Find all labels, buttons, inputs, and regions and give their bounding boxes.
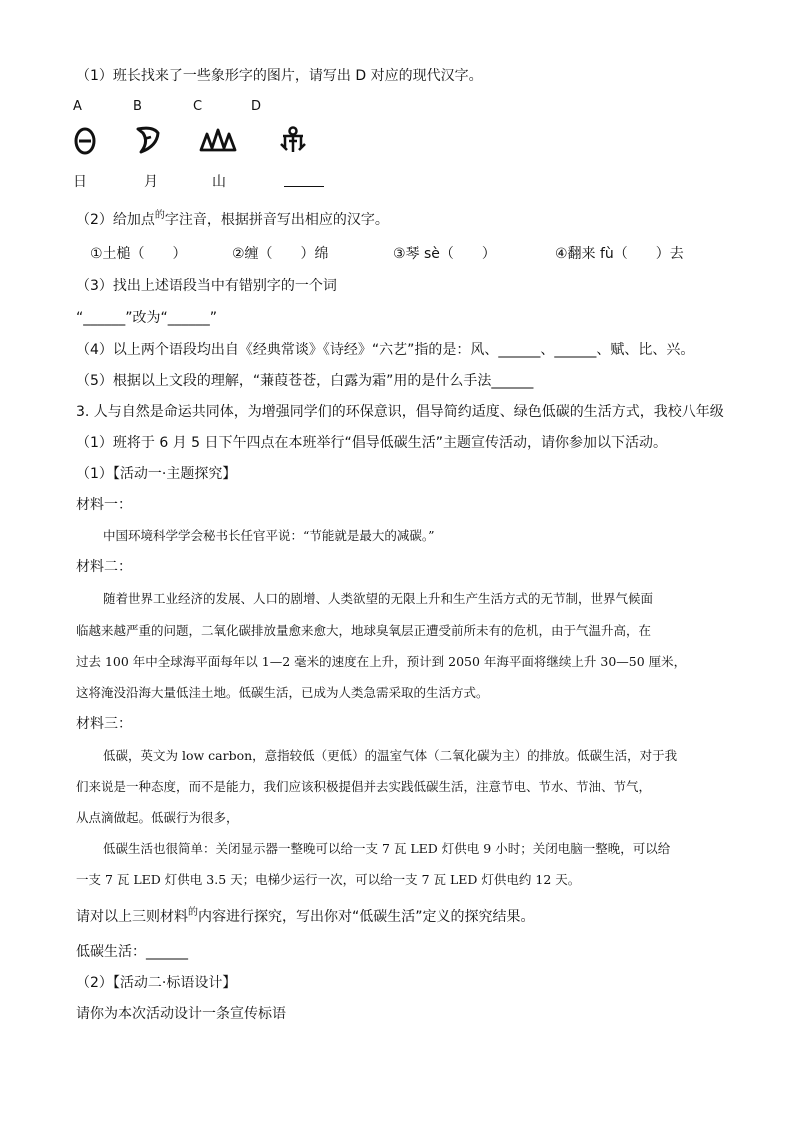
material1-title: 材料一： xyxy=(76,497,132,513)
activity2-heading: （2）【活动二·标语设计】 xyxy=(76,975,237,991)
mountain-pictograph-icon xyxy=(198,124,238,156)
option-letter-d: D xyxy=(251,99,262,114)
answer-blank-d[interactable] xyxy=(284,186,324,187)
q2-item-1: ①土槌（ ） xyxy=(90,246,187,262)
material2-line: 临越来越严重的问题，二氧化碳排放量愈来愈大，地球臭氧层正遭受前所未有的危机，由于气温升高，在 xyxy=(76,623,652,638)
option-letter-c: C xyxy=(193,99,203,114)
section3-q1: （1）班将于 6 月 5 日下午四点在本班举行“倡导低碳生活”主题宣传活动，请你参加以下活动。 xyxy=(76,435,668,451)
unknown-pictograph-icon xyxy=(277,124,309,156)
activity1-heading: （1）【活动一·主题探究】 xyxy=(76,466,237,482)
material2-title: 材料二： xyxy=(76,559,132,575)
q3-answer: “______”改为“______” xyxy=(76,310,218,326)
dotted-char: 的 xyxy=(154,210,165,221)
material3-line: 们来说是一种态度，而不是能力，我们应该积极提倡并去实践低碳生活，注意节电、节水、节油、节气， xyxy=(76,779,652,794)
sun-pictograph-icon xyxy=(72,124,98,156)
section3-title: 3. 人与自然是命运共同体，为增强同学们的环保意识，倡导简约适度、绿色低碳的生活方式，我校八年级 xyxy=(76,404,724,420)
material3-line: 低碳，英文为 low carbon，意指较低（更低）的温室气体（二氧化碳为主）的排放。低碳生活，对于我 xyxy=(103,748,678,763)
q2-prompt: （2）给加点$^的$字注音，根据拼音写出相应的汉字。 xyxy=(76,210,389,228)
material2-line: 过去 100 年中全球海平面每年以 1—2 毫米的速度在上升，预计到 2050 年海平面将继续上升 30—50 厘米， xyxy=(76,654,687,669)
q2-item-2: ②缠（ ）绵 xyxy=(232,246,329,262)
q1-prompt: （1）班长找来了一些象形字的图片，请写出 D 对应的现代汉字。 xyxy=(76,68,483,84)
material1-text: 中国环境科学学会秘书长任官平说：“节能就是最大的减碳。” xyxy=(103,528,435,543)
q4-prompt: （4）以上两个语段均出自《经典常谈》《诗经》“六艺”指的是：风、______、______、赋、比、兴。 xyxy=(76,342,695,358)
q2-item-4: ④翻来 fù（ ）去 xyxy=(555,246,684,262)
material3-title: 材料三： xyxy=(76,716,132,732)
q3-prompt: （3）找出上述语段当中有错别字的一个词 xyxy=(76,278,337,294)
caption-mountain: 山 xyxy=(212,174,226,190)
material3-line: 一支 7 瓦 LED 灯供电 3.5 天；电梯少运行一次，可以给一支 7 瓦 LED 灯供电约 12 天。 xyxy=(76,872,581,887)
q5-prompt: （5）根据以上文段的理解，“蒹葭苍苍，白露为霜”用的是什么手法______ xyxy=(76,373,534,389)
material2-line: 随着世界工业经济的发展、人口的剧增、人类欲望的无限上升和生产生活方式的无节制，世界气候面 xyxy=(103,591,654,606)
q2-item-3: ③琴 sè（ ） xyxy=(393,246,496,262)
caption-moon: 月 xyxy=(144,174,158,190)
explore-prompt: 请对以上三则材料$^的$内容进行探究，写出你对“低碳生活”定义的探究结果。 xyxy=(76,907,535,925)
material2-line: 这将淹没沿海大量低洼土地。低碳生活，已成为人类急需采取的生活方式。 xyxy=(76,685,489,700)
option-letter-a: A xyxy=(73,99,82,114)
option-letter-b: B xyxy=(133,99,142,114)
caption-sun: 日 xyxy=(73,174,87,190)
activity2-question: 请你为本次活动设计一条宣传标语 xyxy=(76,1006,286,1022)
lowcarbon-answer: 低碳生活：______ xyxy=(76,944,188,960)
material3-line: 低碳生活也很简单：关闭显示器一整晚可以给一支 7 瓦 LED 灯供电 9 小时；关闭电脑一整晚，可以给 xyxy=(103,841,671,856)
moon-pictograph-icon xyxy=(133,124,163,156)
dotted-char: 的 xyxy=(188,907,198,918)
material3-line: 从点滴做起。低碳行为很多， xyxy=(76,810,239,825)
